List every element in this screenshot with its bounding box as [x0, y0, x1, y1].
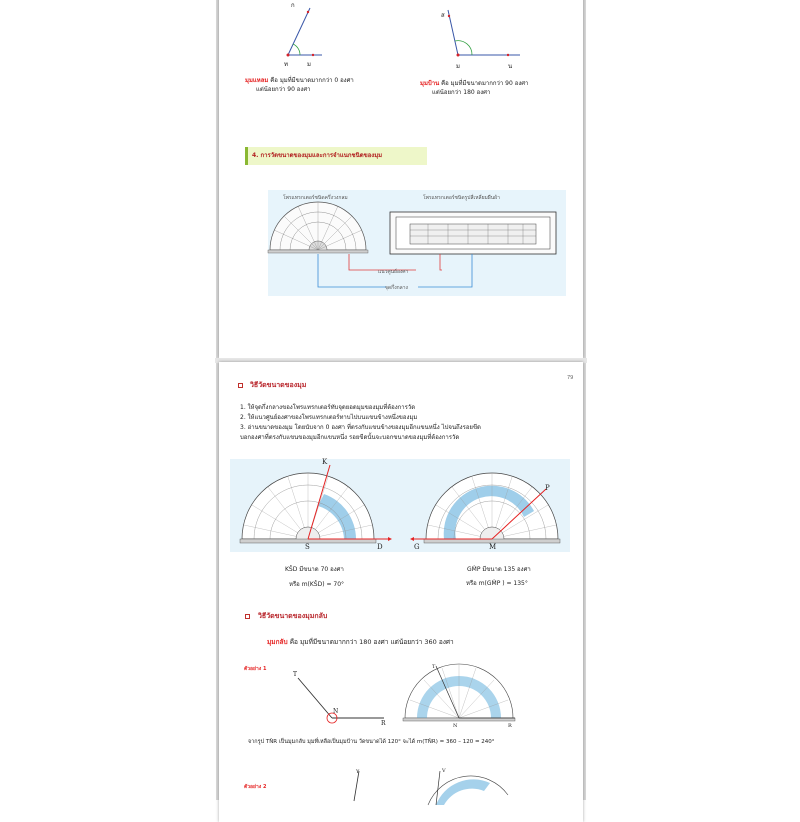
ex2-point-v: V — [442, 768, 446, 774]
acute-term: มุมแหลม — [245, 77, 269, 84]
ex1-point-n: N — [333, 708, 339, 715]
obtuse-term: มุมป้าน — [420, 80, 440, 87]
center-point-callout: จุดกึ่งกลาง — [385, 285, 408, 291]
acute-ray2-label: ม — [307, 61, 311, 68]
obtuse-desc-line2: แต่น้อยกว่า 180 องศา — [432, 89, 491, 96]
checkbox-bullet-icon — [245, 614, 250, 619]
example-1-reflex-angle — [280, 660, 400, 740]
point-s-label: S — [305, 543, 310, 551]
reflex-term: มุมกลับ — [267, 638, 288, 646]
point-p-label: P — [545, 484, 550, 492]
acute-vertex-label: ท — [284, 61, 288, 68]
acute-definition — [245, 77, 354, 85]
page-number: 79 — [567, 375, 574, 381]
ex1-point-t: T — [293, 671, 298, 678]
obtuse-desc: คือ มุมที่มีขนาดมากกว่า 90 องศา — [441, 80, 529, 87]
point-k-label: K — [322, 458, 328, 466]
step-3-continued: บอกองศาที่ตรงกับแขนของมุมอีกแขนหนึ่ง รอยขีดนั้นจะบอกขนาดของมุมที่ต้องการวัด — [240, 434, 460, 441]
obtuse-ray1-label: ส — [441, 12, 445, 19]
point-m-label: M — [489, 543, 497, 551]
acute-ray1-label: ก — [291, 2, 295, 9]
section-title-box — [245, 147, 427, 165]
ex2-point-y: Y — [356, 769, 360, 775]
obtuse-ray2-label: น — [508, 63, 513, 70]
example-1-label: ตัวอย่าง 1 — [244, 666, 267, 672]
gmp-measure: GM̂P มีขนาด 135 องศา — [467, 566, 531, 573]
acute-angle-figure — [270, 0, 330, 70]
rectangular-protractor-label: โพรแทรกเตอร์ชนิดรูปสี่เหลี่ยมผืนผ้า — [423, 195, 500, 201]
point-d-label: D — [377, 543, 383, 551]
protractor-measure-drawing — [230, 459, 570, 552]
step-1: 1. ให้จุดกึ่งกลางของโพรแทรกเตอร์ทับจุดยอดมุมของมุมที่ต้องการวัด — [240, 404, 416, 411]
ex1-protractor-n: N — [453, 723, 458, 729]
ex1-point-r: R — [381, 720, 386, 727]
obtuse-definition — [420, 80, 528, 88]
ksd-measure: KŜD มีขนาด 70 องศา — [285, 566, 344, 573]
ex1-protractor-r: R — [508, 723, 512, 729]
ex1-protractor-t: T — [432, 664, 436, 670]
step-3: 3. อ่านขนาดของมุม โดยนับจาก 0 องศา ที่ตรงกับแขนข้างของมุมอีกแขนหนึ่ง ไปจนถึงรอยขีด — [240, 424, 481, 431]
zero-line-callout: แนวศูนย์องศา — [378, 269, 409, 275]
viewer-gutter-right — [583, 0, 586, 800]
checkbox-bullet-icon — [238, 383, 243, 388]
acute-desc: คือ มุมที่มีขนาดมากกว่า 0 องศา — [270, 77, 354, 84]
example-2-label: ตัวอย่าง 2 — [244, 784, 267, 790]
point-g-label: G — [414, 543, 420, 551]
section-title: 4. การวัดขนาดของมุมและการจำแนกชนิดของมุม — [252, 152, 383, 159]
semicircle-protractor-label: โพรแทรกเตอร์ชนิดครึ่งวงกลม — [283, 195, 348, 201]
acute-desc-line2: แต่น้อยกว่า 90 องศา — [256, 86, 311, 93]
ksd-notation: หรือ m(KŜD) = 70° — [289, 581, 345, 588]
example-2-figure — [340, 765, 540, 805]
reflex-heading: วิธีวัดขนาดของมุมกลับ — [258, 612, 328, 620]
example-1-caption: จากรูป TN̂R เป็นมุมกลับ มุมที่เหลือเป็นมุมป้าน วัดขนาดได้ 120° จะได้ m(TN̂R) = 360 – 120 = 240° — [248, 739, 495, 745]
step-2: 2. ให้แนวศูนย์องศาของโพรแทรกเตอร์ทาบไปบนแขนข้างหนึ่งของมุม — [240, 414, 418, 421]
protractor-types-drawing — [268, 190, 566, 296]
reflex-definition — [267, 638, 454, 646]
reflex-desc: คือ มุมที่มีขนาดมากกว่า 180 องศา แต่น้อยกว่า 360 องศา — [289, 638, 454, 646]
obtuse-angle-figure — [440, 0, 530, 70]
method-heading: วิธีวัดขนาดของมุม — [250, 381, 307, 389]
obtuse-vertex-label: ม — [456, 63, 460, 70]
gmp-notation: หรือ m(GM̂P ) = 135° — [466, 580, 528, 587]
